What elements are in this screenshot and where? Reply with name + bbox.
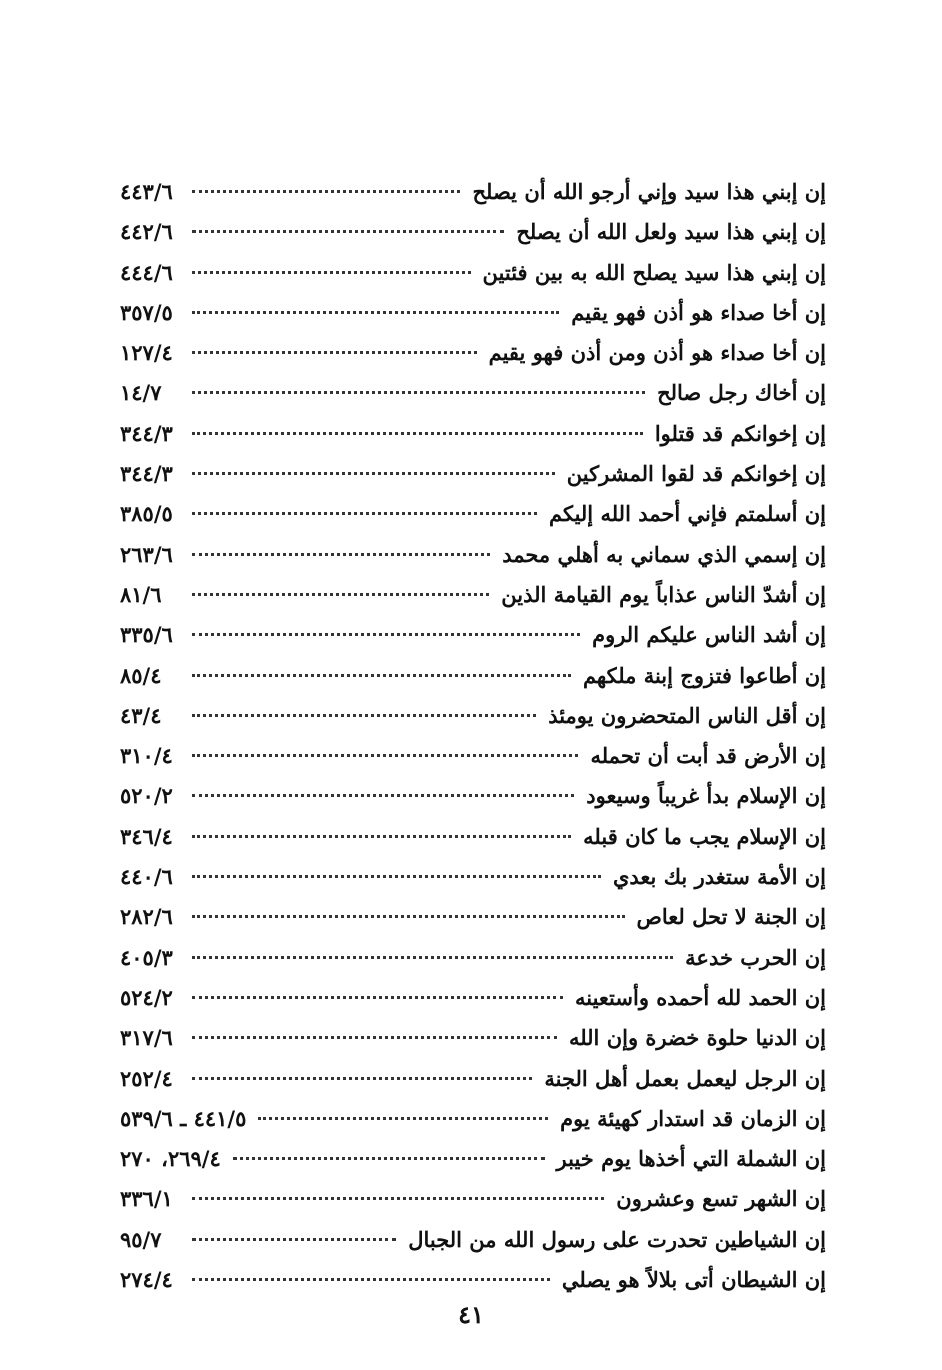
entry-reference: ٢٦٩/٤، ٢٧٠ xyxy=(120,1146,221,1172)
entry-text: إن الزمان قد استدار كهيئة يوم xyxy=(560,1105,826,1131)
entry-text: إن أسلمتم فإني أحمد الله إليكم xyxy=(549,501,826,527)
entry-reference: ٣١٠/٤ xyxy=(120,743,173,769)
index-entry xyxy=(120,575,826,615)
dot-leader xyxy=(192,271,471,274)
dot-leader xyxy=(258,1117,548,1120)
entry-text: إن أشدّ الناس عذاباً يوم القيامة الذين xyxy=(501,581,826,607)
entry-reference: ٨٥/٤ xyxy=(120,662,162,688)
entry-reference: ٢٥٢/٤ xyxy=(120,1065,173,1091)
entry-reference: ٣٤٤/٣ xyxy=(120,461,173,487)
entry-text: إن الإسلام يجب ما كان قبله xyxy=(583,823,826,849)
index-entry xyxy=(120,857,826,897)
entry-text: إن أخا صداء هو أذن ومن أذن فهو يقيم xyxy=(488,340,826,366)
index-entry xyxy=(120,454,826,494)
entry-reference: ٤٤٤/٦ xyxy=(120,259,173,285)
entry-text: إن الرجل ليعمل بعمل أهل الجنة xyxy=(544,1065,826,1091)
index-entry xyxy=(120,978,826,1018)
index-entry xyxy=(120,1099,826,1139)
index-entry xyxy=(120,494,826,534)
index-entry xyxy=(120,1260,826,1300)
index-entry xyxy=(120,212,826,252)
dot-leader xyxy=(192,835,571,838)
dot-leader xyxy=(192,794,574,797)
entry-reference: ٤٣/٤ xyxy=(120,702,162,728)
entry-text: إن الشهر تسع وعشرون xyxy=(616,1186,826,1212)
entry-text: إن الحرب خدعة xyxy=(685,944,826,970)
dot-leader xyxy=(192,714,536,717)
entry-text: إن الشيطان أتى بلالاً هو يصلي xyxy=(561,1267,826,1293)
entry-text: إن الجنة لا تحل لعاص xyxy=(636,904,826,930)
entry-reference: ٤٤٠/٦ xyxy=(120,864,173,890)
index-entry xyxy=(120,938,826,978)
entry-text: إن الإسلام بدأ غريباً وسيعود xyxy=(586,783,826,809)
dot-leader xyxy=(192,915,625,918)
page-number: ٤١ xyxy=(458,1300,484,1329)
entry-reference: ٤٤١/٥ ـ ٥٣٩/٦ xyxy=(120,1105,247,1131)
entry-reference: ٥٢٤/٢ xyxy=(120,984,173,1010)
index-entry xyxy=(120,736,826,776)
entry-reference: ٣٥٧/٥ xyxy=(120,299,173,325)
entry-reference: ٣٤٤/٣ xyxy=(120,420,173,446)
index-entry xyxy=(120,253,826,293)
entry-reference: ٥٢٠/٢ xyxy=(120,783,173,809)
dot-leader xyxy=(192,754,578,757)
dot-leader xyxy=(192,190,460,193)
entry-reference: ٣٤٦/٤ xyxy=(120,823,173,849)
entry-text: إن أقل الناس المتحضرون يومئذ xyxy=(548,702,826,728)
dot-leader xyxy=(192,472,555,475)
index-entry xyxy=(120,333,826,373)
entry-reference: ٤٤٣/٦ xyxy=(120,179,173,204)
dot-leader xyxy=(192,633,580,636)
entry-text: إن إبني هذا سيد يصلح الله به بين فئتين xyxy=(482,259,826,285)
entry-reference: ٢٨٢/٦ xyxy=(120,904,173,930)
index-entry xyxy=(120,817,826,857)
dot-leader xyxy=(192,875,601,878)
dot-leader xyxy=(192,1238,396,1241)
dot-leader xyxy=(192,351,477,354)
entry-text: إن الدنيا حلوة خضرة وإن الله xyxy=(568,1025,826,1051)
entry-text: إن إسمي الذي سماني به أهلي محمد xyxy=(502,541,826,567)
entry-reference: ١٢٧/٤ xyxy=(120,340,173,366)
entry-text: إن أطاعوا فتزوج إبنة ملكهم xyxy=(582,662,826,688)
entry-text: إن إخوانكم قد قتلوا xyxy=(654,420,826,446)
entry-reference: ٨١/٦ xyxy=(120,581,162,607)
index-entry xyxy=(120,1220,826,1260)
entry-reference: ٣٣٦/١ xyxy=(120,1186,173,1212)
entry-text: إن إخوانكم قد لقوا المشركين xyxy=(566,461,826,487)
dot-leader xyxy=(192,230,504,233)
index-entry xyxy=(120,414,826,454)
index-entry xyxy=(120,1179,826,1219)
entry-reference: ٣٨٥/٥ xyxy=(120,501,173,527)
index-entry xyxy=(120,696,826,736)
entry-text: إن أخا صداء هو أذن فهو يقيم xyxy=(571,299,826,325)
index-entry xyxy=(120,1018,826,1058)
dot-leader xyxy=(233,1157,545,1160)
index-entry xyxy=(120,293,826,333)
entry-reference: ٣١٧/٦ xyxy=(120,1025,173,1051)
dot-leader xyxy=(192,593,489,596)
entry-text: إن الأرض قد أبت أن تحمله xyxy=(590,743,826,769)
entry-text: إن إبني هذا سيد وإني أرجو الله أن يصلح xyxy=(472,179,826,204)
entry-text: إن الشملة التي أخذها يوم خيبر xyxy=(556,1146,826,1172)
index-entry xyxy=(120,1139,826,1179)
entry-text: إن الشياطين تحدرت على رسول الله من الجبال xyxy=(408,1226,826,1252)
dot-leader xyxy=(192,1077,532,1080)
entry-reference: ٤٠٥/٣ xyxy=(120,944,173,970)
dot-leader xyxy=(192,956,673,959)
dot-leader xyxy=(192,996,563,999)
entry-reference: ٣٣٥/٦ xyxy=(120,622,173,648)
entry-text: إن أخاك رجل صالح xyxy=(657,380,826,406)
index-entry xyxy=(120,656,826,696)
index-entry xyxy=(120,172,826,212)
dot-leader xyxy=(192,674,571,677)
hadith-index-list xyxy=(120,172,826,1300)
index-entry xyxy=(120,615,826,655)
entry-text: إن الأمة ستغدر بك بعدي xyxy=(612,864,826,890)
entry-text: إن الحمد لله أحمده وأستعينه xyxy=(574,984,826,1010)
index-entry xyxy=(120,776,826,816)
dot-leader xyxy=(192,391,645,394)
dot-leader xyxy=(192,311,559,314)
entry-reference: ١٤/٧ xyxy=(120,380,162,406)
entry-text: إن أشد الناس عليكم الروم xyxy=(592,622,826,648)
entry-reference: ٢٦٣/٦ xyxy=(120,541,173,567)
entry-text: إن إبني هذا سيد ولعل الله أن يصلح xyxy=(516,219,826,245)
entry-reference: ٢٧٤/٤ xyxy=(120,1267,173,1293)
dot-leader xyxy=(192,1197,604,1200)
dot-leader xyxy=(192,512,537,515)
dot-leader xyxy=(192,1036,557,1039)
dot-leader xyxy=(192,1278,550,1281)
dot-leader xyxy=(192,432,643,435)
entry-reference: ٤٤٢/٦ xyxy=(120,219,173,245)
index-entry xyxy=(120,373,826,413)
index-entry xyxy=(120,897,826,937)
dot-leader xyxy=(192,553,490,556)
index-entry xyxy=(120,1059,826,1099)
index-entry xyxy=(120,535,826,575)
entry-reference: ٩٥/٧ xyxy=(120,1226,162,1252)
